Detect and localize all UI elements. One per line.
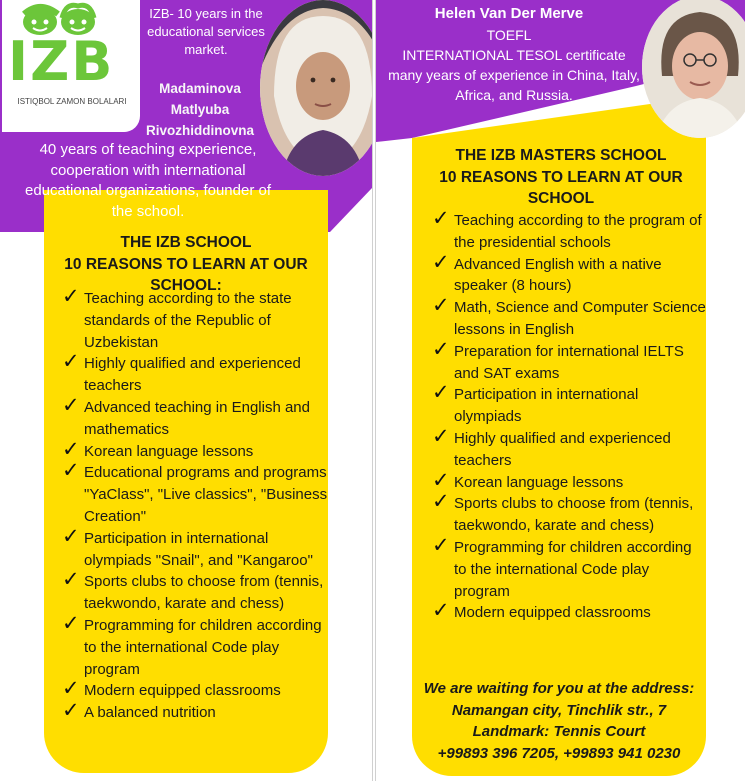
left-heading	[50, 232, 322, 297]
list-item: ✓ Highly qualified and experienced teachers	[62, 350, 301, 395]
teacher-certificate: TOEFL	[486, 27, 532, 43]
list-item: ✓ Educational programs and programs "YaClass", "Live classics", "Business Creation"	[62, 459, 328, 525]
checkmark-icon: ✓	[62, 611, 80, 635]
right-heading-line1: THE IZB MASTERS SCHOOL	[455, 147, 667, 164]
checkmark-icon: ✓	[62, 393, 80, 417]
checkmark-icon: ✓	[432, 533, 450, 557]
list-item: ✓ Math, Science and Computer Science lessons in English	[432, 294, 706, 338]
logo-tagline: ISTIQBOL ZAMON BOLALARI	[17, 97, 127, 106]
list-item: ✓ Participation in international olympiads "Snail", and "Kangaroo"	[62, 524, 313, 569]
checkmark-icon: ✓	[432, 250, 450, 274]
list-item: ✓ Modern equipped classrooms	[432, 599, 651, 623]
checkmark-icon: ✓	[432, 294, 450, 318]
checkmark-icon: ✓	[62, 350, 80, 374]
checkmark-icon: ✓	[62, 437, 80, 461]
checkmark-icon: ✓	[432, 381, 450, 405]
left-heading-line2: 10 REASONS TO LEARN AT OUR SCHOOL:	[64, 255, 308, 294]
list-item: ✓ Korean language lessons	[62, 437, 254, 461]
list-item: ✓ Programming for children according to the international Code play program	[62, 611, 322, 678]
checkmark-icon: ✓	[432, 424, 450, 448]
checkmark-icon: ✓	[432, 599, 450, 623]
checkmark-icon: ✓	[432, 337, 450, 361]
izb-logo	[2, 0, 140, 132]
list-item: ✓ Participation in international olympiads	[432, 381, 639, 426]
list-item: ✓ Modern equipped classrooms	[62, 677, 281, 701]
checkmark-icon: ✓	[432, 490, 450, 514]
footer-phones: +99893 396 7205, +99893 941 0230	[437, 744, 681, 762]
left-heading-line1: THE IZB SCHOOL	[120, 234, 252, 251]
checkmark-icon: ✓	[62, 699, 80, 723]
list-item: ✓ Programming for children according to the international Code play program	[432, 533, 692, 600]
teacher-name: Helen Van Der Merve	[434, 5, 584, 22]
list-item: ✓ Korean language lessons	[432, 468, 624, 492]
checkmark-icon: ✓	[432, 468, 450, 492]
contact-footer	[412, 678, 706, 764]
checkmark-icon: ✓	[432, 207, 450, 230]
teacher-description: INTERNATIONAL TESOL certificate many years of experience in China, Italy, Africa, and Russia.	[388, 47, 640, 103]
right-panel	[375, 0, 745, 781]
market-text: IZB- 10 years in the educational services market.	[147, 6, 265, 57]
list-item: ✓ Preparation for international IELTS and SAT exams	[432, 337, 684, 382]
checkmark-icon: ✓	[62, 568, 80, 592]
list-item: ✓ Highly qualified and experienced teachers	[432, 424, 671, 469]
list-item: ✓ Teaching according to the program of the presidential schools	[432, 207, 702, 251]
checkmark-icon: ✓	[62, 285, 80, 308]
list-item: ✓ Sports clubs to choose from (tennis, taekwondo, karate and chess)	[62, 568, 324, 613]
list-item: ✓ Advanced English with a native speaker (8 hours)	[432, 250, 662, 295]
checkmark-icon: ✓	[62, 459, 80, 483]
list-item: ✓ Sports clubs to choose from (tennis, taekwondo, karate and chess)	[432, 490, 694, 535]
list-item: ✓ Teaching according to the state standards of the Republic of Uzbekistan	[62, 285, 292, 351]
list-item: ✓ Advanced teaching in English and mathematics	[62, 393, 310, 438]
founder-description: 40 years of teaching experience, cooperation with international educational organizations, founder of the school.	[24, 141, 271, 220]
right-reasons-list	[432, 207, 706, 624]
logo-letters: IZB	[8, 30, 115, 93]
checkmark-icon: ✓	[62, 524, 80, 548]
footer-landmark: Landmark: Tennis Court	[472, 723, 646, 740]
right-heading	[426, 145, 696, 210]
left-reasons-list	[62, 285, 330, 724]
footer-address: Namangan city, Tinchlik str., 7	[451, 701, 667, 719]
checkmark-icon: ✓	[62, 677, 80, 701]
footer-invite: We are waiting for you at the address:	[423, 680, 695, 697]
founder-name: Madaminova Matlyuba Rivozhiddinovna	[146, 81, 254, 138]
right-heading-line2: 10 REASONS TO LEARN AT OUR SCHOOL	[439, 168, 683, 207]
list-item: ✓ A balanced nutrition	[62, 699, 216, 723]
